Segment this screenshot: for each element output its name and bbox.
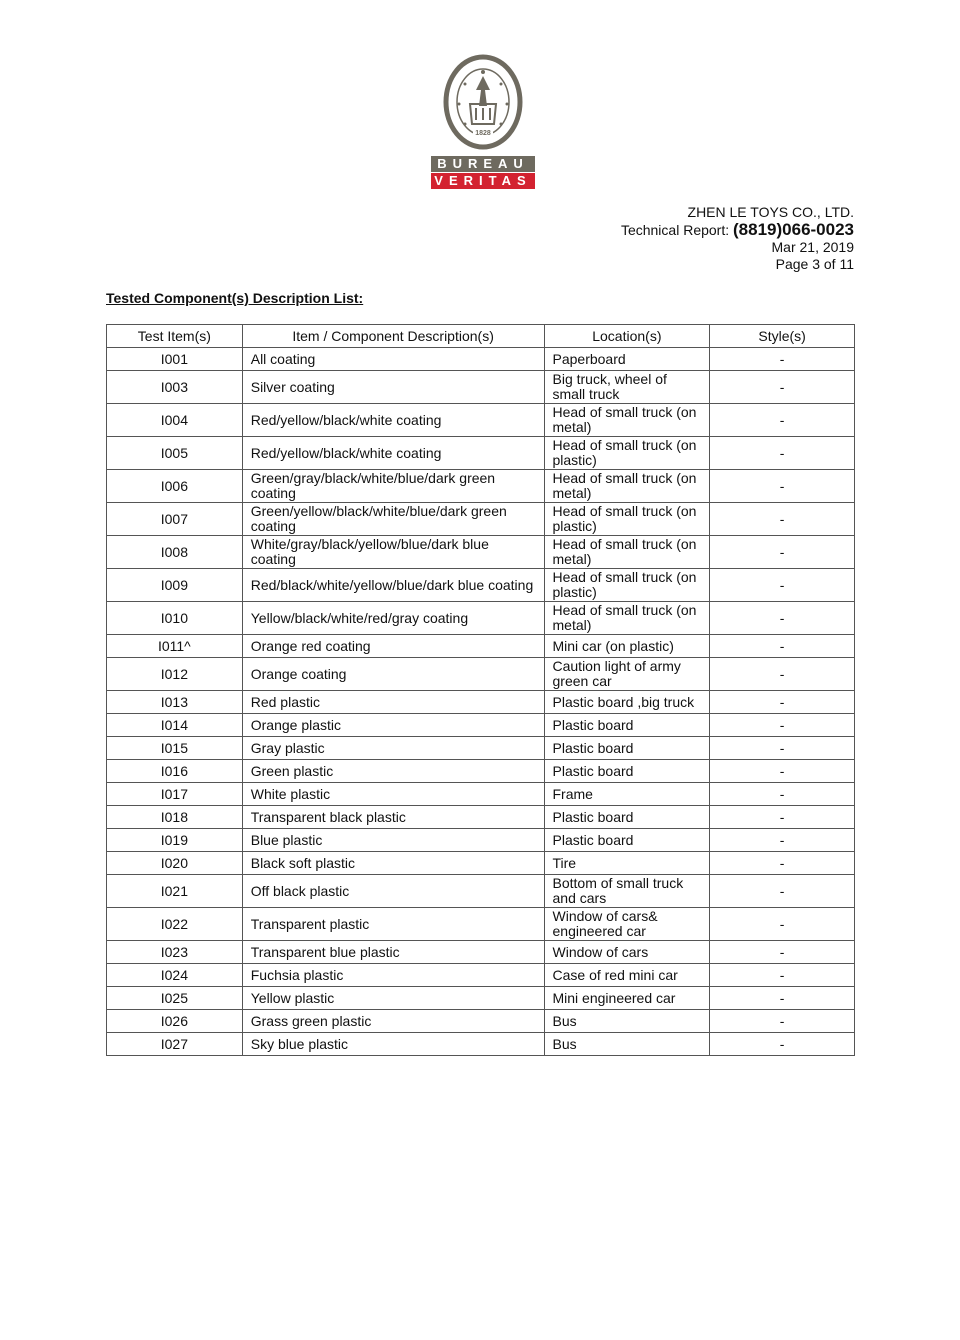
- table-row: [107, 908, 855, 941]
- table-row: [107, 737, 855, 760]
- cell-style: -: [710, 760, 855, 783]
- report-date: Mar 21, 2019: [771, 239, 854, 255]
- table-header-row: [107, 325, 855, 348]
- cell-test-item: I026: [107, 1010, 243, 1033]
- cell-description: Sky blue plastic: [242, 1033, 544, 1056]
- cell-test-item: I001: [107, 348, 243, 371]
- logo-line-bureau: BUREAU: [431, 156, 535, 172]
- report-number-line: [621, 221, 854, 239]
- cell-location: Big truck, wheel of small truck: [544, 371, 710, 404]
- cell-description: Yellow/black/white/red/gray coating: [242, 602, 544, 635]
- cell-location: Case of red mini car: [544, 964, 710, 987]
- cell-description: Silver coating: [242, 371, 544, 404]
- table-row: [107, 404, 855, 437]
- cell-style: -: [710, 503, 855, 536]
- cell-test-item: I027: [107, 1033, 243, 1056]
- cell-test-item: I011^: [107, 635, 243, 658]
- cell-description: Green/gray/black/white/blue/dark green coating: [242, 470, 544, 503]
- cell-location: Window of cars: [544, 941, 710, 964]
- cell-test-item: I017: [107, 783, 243, 806]
- cell-location: Head of small truck (on plastic): [544, 503, 710, 536]
- table-row: [107, 635, 855, 658]
- col-header-location: Location(s): [544, 325, 710, 348]
- cell-test-item: I004: [107, 404, 243, 437]
- cell-location: Window of cars& engineered car: [544, 908, 710, 941]
- table-row: [107, 470, 855, 503]
- cell-location: Caution light of army green car: [544, 658, 710, 691]
- cell-description: Orange plastic: [242, 714, 544, 737]
- table-row: [107, 658, 855, 691]
- cell-location: Head of small truck (on metal): [544, 470, 710, 503]
- col-header-test-item: Test Item(s): [107, 325, 243, 348]
- table-row: [107, 783, 855, 806]
- report-number: (8819)066-0023: [733, 220, 854, 239]
- company-name: ZHEN LE TOYS CO., LTD.: [687, 204, 854, 220]
- cell-description: Red/yellow/black/white coating: [242, 404, 544, 437]
- table-row: [107, 875, 855, 908]
- cell-location: Mini car (on plastic): [544, 635, 710, 658]
- cell-style: -: [710, 875, 855, 908]
- cell-style: -: [710, 714, 855, 737]
- cell-location: Plastic board: [544, 829, 710, 852]
- table-row: [107, 602, 855, 635]
- cell-location: Bus: [544, 1033, 710, 1056]
- cell-style: -: [710, 987, 855, 1010]
- table-row: [107, 1033, 855, 1056]
- cell-test-item: I020: [107, 852, 243, 875]
- cell-location: Frame: [544, 783, 710, 806]
- table-row: [107, 437, 855, 470]
- cell-test-item: I021: [107, 875, 243, 908]
- cell-style: -: [710, 658, 855, 691]
- cell-location: Head of small truck (on metal): [544, 602, 710, 635]
- cell-location: Bus: [544, 1010, 710, 1033]
- table-row: [107, 760, 855, 783]
- cell-description: Blue plastic: [242, 829, 544, 852]
- cell-test-item: I024: [107, 964, 243, 987]
- cell-style: -: [710, 348, 855, 371]
- cell-style: -: [710, 371, 855, 404]
- cell-test-item: I005: [107, 437, 243, 470]
- cell-test-item: I007: [107, 503, 243, 536]
- table-row: [107, 348, 855, 371]
- cell-location: Head of small truck (on plastic): [544, 437, 710, 470]
- cell-test-item: I014: [107, 714, 243, 737]
- bureau-veritas-logo: [428, 54, 538, 189]
- cell-style: -: [710, 1033, 855, 1056]
- cell-location: Plastic board: [544, 737, 710, 760]
- cell-description: Red plastic: [242, 691, 544, 714]
- cell-description: Transparent blue plastic: [242, 941, 544, 964]
- page-indicator: Page 3 of 11: [775, 256, 854, 272]
- col-header-style: Style(s): [710, 325, 855, 348]
- cell-description: Grass green plastic: [242, 1010, 544, 1033]
- table-row: [107, 852, 855, 875]
- report-label: Technical Report:: [620, 222, 730, 238]
- table-row: [107, 806, 855, 829]
- cell-location: Mini engineered car: [544, 987, 710, 1010]
- cell-description: Orange red coating: [242, 635, 544, 658]
- cell-description: Red/yellow/black/white coating: [242, 437, 544, 470]
- cell-location: Plastic board: [544, 760, 710, 783]
- logo-line-veritas: VERITAS: [431, 173, 535, 189]
- table-row: [107, 941, 855, 964]
- cell-style: -: [710, 536, 855, 569]
- cell-style: -: [710, 806, 855, 829]
- cell-test-item: I019: [107, 829, 243, 852]
- cell-style: -: [710, 1010, 855, 1033]
- cell-description: Transparent plastic: [242, 908, 544, 941]
- cell-style: -: [710, 404, 855, 437]
- cell-description: Gray plastic: [242, 737, 544, 760]
- cell-location: Plastic board: [544, 714, 710, 737]
- cell-test-item: I006: [107, 470, 243, 503]
- cell-location: Plastic board ,big truck: [544, 691, 710, 714]
- cell-test-item: I016: [107, 760, 243, 783]
- cell-description: Red/black/white/yellow/blue/dark blue coating: [242, 569, 544, 602]
- table-row: [107, 714, 855, 737]
- cell-style: -: [710, 908, 855, 941]
- table-row: [107, 503, 855, 536]
- cell-style: -: [710, 691, 855, 714]
- cell-location: Head of small truck (on metal): [544, 404, 710, 437]
- cell-style: -: [710, 635, 855, 658]
- cell-test-item: I015: [107, 737, 243, 760]
- cell-style: -: [710, 602, 855, 635]
- seal-year: 1828: [475, 130, 491, 137]
- component-table: [106, 324, 855, 1056]
- table-row: [107, 964, 855, 987]
- cell-description: Off black plastic: [242, 875, 544, 908]
- table-row: [107, 371, 855, 404]
- cell-test-item: I025: [107, 987, 243, 1010]
- cell-test-item: I013: [107, 691, 243, 714]
- cell-description: White/gray/black/yellow/blue/dark blue coating: [242, 536, 544, 569]
- table-row: [107, 691, 855, 714]
- cell-location: Tire: [544, 852, 710, 875]
- cell-location: Plastic board: [544, 806, 710, 829]
- cell-location: Paperboard: [544, 348, 710, 371]
- cell-test-item: I008: [107, 536, 243, 569]
- cell-style: -: [710, 569, 855, 602]
- col-header-description: Item / Component Description(s): [242, 325, 544, 348]
- cell-description: Fuchsia plastic: [242, 964, 544, 987]
- cell-test-item: I012: [107, 658, 243, 691]
- cell-description: Transparent black plastic: [242, 806, 544, 829]
- cell-description: White plastic: [242, 783, 544, 806]
- table-row: [107, 536, 855, 569]
- table-row: [107, 987, 855, 1010]
- cell-test-item: I009: [107, 569, 243, 602]
- cell-style: -: [710, 470, 855, 503]
- cell-style: -: [710, 829, 855, 852]
- report-header: [621, 204, 854, 273]
- table-row: [107, 829, 855, 852]
- cell-description: Black soft plastic: [242, 852, 544, 875]
- table-row: [107, 1010, 855, 1033]
- cell-test-item: I023: [107, 941, 243, 964]
- table-body: [107, 348, 855, 1056]
- seal-icon: [443, 54, 523, 150]
- cell-style: -: [710, 852, 855, 875]
- cell-location: Head of small truck (on metal): [544, 536, 710, 569]
- cell-style: -: [710, 964, 855, 987]
- cell-description: Green/yellow/black/white/blue/dark green coating: [242, 503, 544, 536]
- cell-style: -: [710, 783, 855, 806]
- cell-description: All coating: [242, 348, 544, 371]
- cell-test-item: I010: [107, 602, 243, 635]
- cell-style: -: [710, 737, 855, 760]
- cell-test-item: I022: [107, 908, 243, 941]
- cell-style: -: [710, 941, 855, 964]
- cell-test-item: I018: [107, 806, 243, 829]
- cell-test-item: I003: [107, 371, 243, 404]
- cell-style: -: [710, 437, 855, 470]
- cell-description: Yellow plastic: [242, 987, 544, 1010]
- cell-description: Green plastic: [242, 760, 544, 783]
- section-title: Tested Component(s) Description List:: [106, 290, 364, 306]
- cell-location: Bottom of small truck and cars: [544, 875, 710, 908]
- cell-description: Orange coating: [242, 658, 544, 691]
- table-row: [107, 569, 855, 602]
- cell-location: Head of small truck (on plastic): [544, 569, 710, 602]
